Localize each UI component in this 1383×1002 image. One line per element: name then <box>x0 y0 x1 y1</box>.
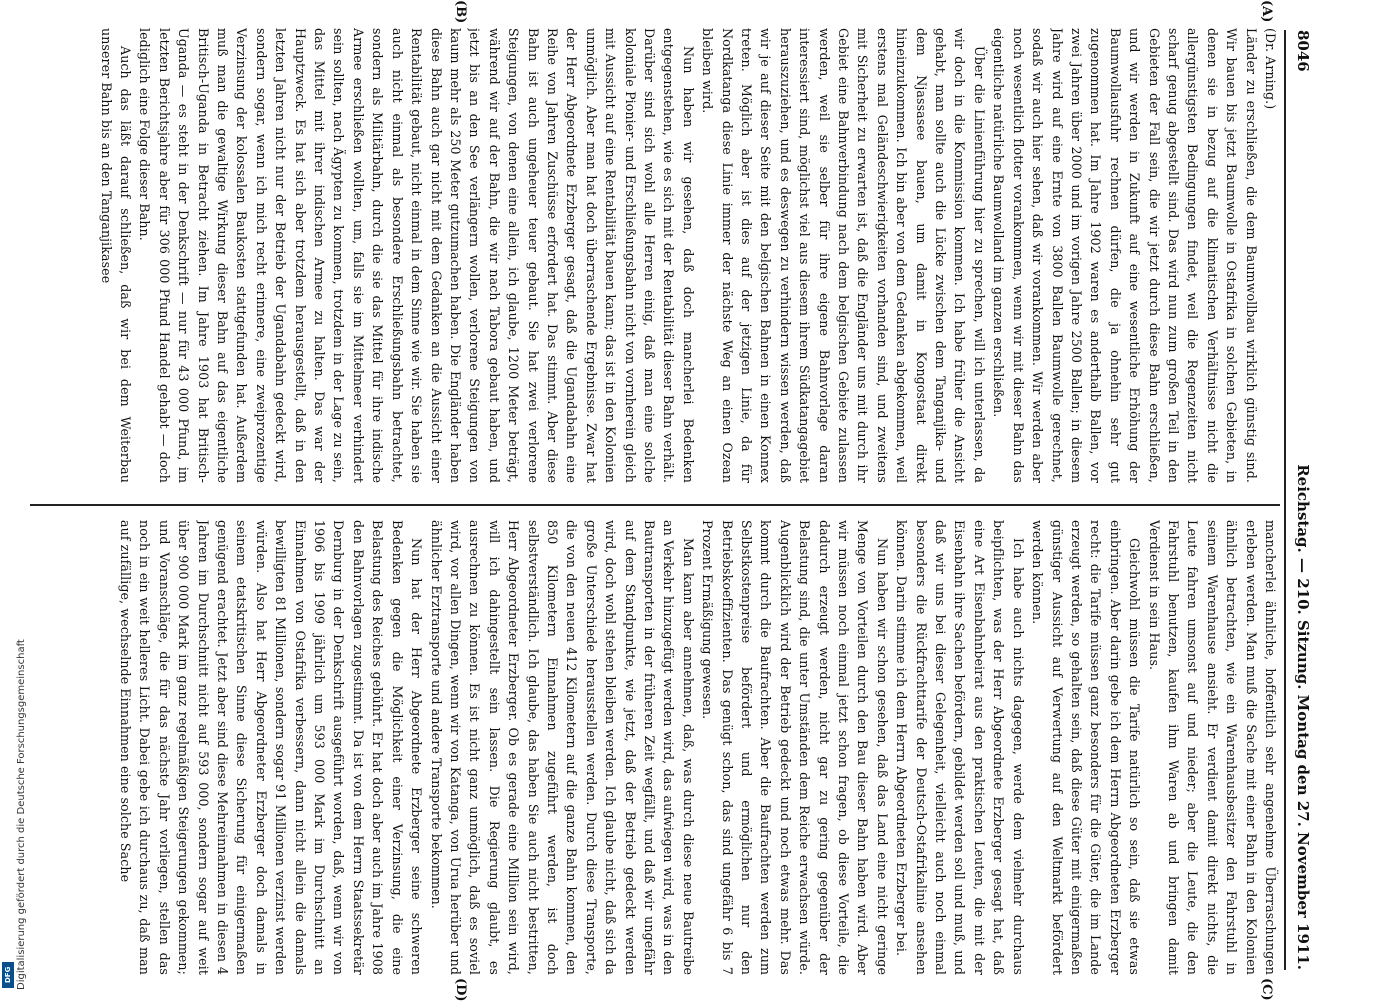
paragraph: Ich habe auch nichts dagegen, werde dem vielmehr durchaus beipflichten, was der Herr Abgeordnete Erzberger gesagt hat, daß eine Art Eisenbahnbeirat aus den praktischen Leuten, die mit der Eisenbahn ihre Sachen befördern, gebildet werden soll und muß, und daß wir uns bei dieser Gelegenheit, vielleicht auch noch einmal besonders die Rückfrachttarife der Deutsch-Ostafrikalinie ansehen können. Darin stimme ich dem Herrn Abgeordneten Erzberger bei. <box>894 520 1026 975</box>
paragraph: Gleichwohl müssen die Tarife natürlich so sein, daß sie etwas einbringen. Aber darin gebe ich dem Herrn Abgeordneten Erzberger recht: die Tarife müssen ganz besonders für die Güter, die im Lande erzeugt werden, so gehalten sein, daß diese Güter mit einigermaßen günstiger Aussicht auf Verwertung auf den Weltmarkt befördert werden können. <box>1030 520 1143 975</box>
paragraph: Länder zu erschließen, die dem Baumwollbau wirklich günstig sind. Wir bauen bis jetzt Baumwolle in Ostafrika in solchen Gebieten, in denen sie in bezug auf die klimatischen Verhältnisse nicht die allergünstigsten Bedingungen findet, weil die Regenzeiten nicht scharf genug abgestellt sind. Das wird nun zum großen Teil in den Gebieten der Fall sein, die wir jetzt durch diese Bahn erschließen, und wir werden in Zukunft auf eine wesentliche Erhöhung der Baumwollausfuhr rechnen dürfen, die ja ohnehin sehr gut zugenommen hat. Im Jahre 1902 waren es anderthalb Ballen, vor zwei Jahren über 2000 und im vorigen Jahre 2500 Ballen; in diesem Jahre wird auf eine Ernte von 3800 Ballen Baumwolle gerechnet, sodaß wir auch hier sehen, daß wir vorankommen. Wir werden aber noch wesentlich flotter vorankommen, wenn wir mit dieser Bahn das eigentliche natürliche Baumwolland im ganzen erschließen. <box>991 28 1259 483</box>
page-number: 8046 <box>1294 30 1312 72</box>
paragraph: Nun haben wir schon gesehen, daß das Land eine nicht geringe Menge von Vorteilen durch den Bau dieser Bahn haben wird. Aber wir müssen noch einmal jetzt schon fragen, ob diese Vorteile, die dadurch erzeugt werden, nicht gar zu gering gegenüber der Belastung sind, die unter Umständen dem Reiche erwachsen würde. Augenblicklich wird der Betrieb gedeckt und noch etwas mehr. Das kommt durch die Baufrachten. Aber die Baufrachten werden zum Selbstkostenpreise befördert und ermöglichen nur den Betriebskoeffizienten. Das genügt schon, das sind ungefähr 6 bis 7 Prozent Ermäßigung gewesen. <box>700 520 890 975</box>
paragraph: Auch das läßt darauf schließen, daß wir bei dem Weiterbau unserer Bahn bis an den Tanganjikasee <box>98 28 134 483</box>
right-column <box>30 520 1280 975</box>
paragraph: Nun hat der Herr Abgeordnete Erzberger seine schweren Bedenken gegen die Möglichkeit einer Verzinsung, die eine Belastung des Reiches gebührt. Er hat doch aber auch im Jahre 1908 den Bahnvorlagen zugestimmt. Da ist von dem Herrn Staatssekretär Dernburg in der Denkschrift ausgeführt worden, daß, wenn wir von 1906 bis 1909 jährlich um 593 000 Mark im Durchschnitt an Einnahmen von Ostafrika verbessern, dann nicht allein die damals bewilligten 81 Millionen, sondern sogar 91 Millionen verzinst werden würden. Also hat Herr Abgeordneter Erzberger doch damals in seinem etatskritischen Sinne diese Sicherung für einigermaßen genügend erachtet. Jetzt aber sind diese Mehreinnahmen in diesen 4 Jahren im Durchschnitt nicht auf 593 000, sondern sogar auf weit über 900 000 Mark im ganz regelmäßigen Steigerungen gekommen; und Voranschläge, die für das nächste Jahr vorliegen, stellen das noch in ein weit helleres Licht. Dabei gebe ich durchaus zu, daß man auf zufällige, wechselnde Einnahmen eine solche Sache <box>118 520 425 975</box>
margin-label-b: (B) <box>453 0 468 24</box>
speaker-name: (Dr. Arning.) <box>1263 28 1278 110</box>
left-column <box>30 28 1280 483</box>
paragraph: Man kann aber annehmen, daß, was durch diese neue Bautreibe an Verkehr hinzugefügt werden wird, das aufwiegen wird, was in den Bautransporten in der früheren Zeit wegfällt, und daß wir ungefähr auf dem Standpunkte, wie jetzt, daß der Betrieb gedeckt werden wird, doch wohl stehen bleiben werden. Ich glaube nicht, daß sich da große Unterschiede herausstellen werden. Durch diese Transporte, die von den neuen 412 Kilometern auf die ganze Bahn kommen, den 850 Kilometern Einnahmen zugeführt werden, ist doch selbstverständlich. Ich glaube, das haben Sie auch nicht bestritten, Herr Abgeordneter Erzberger. Ob es gerade eine Million sein wird, will ich dahingestellt sein lassen. Die Regierung glaubt, es ausrechnen zu können. Es ist nicht ganz unmöglich, daß es soviel wird, vor allen Dingen, wenn wir von Katanga, von Urua herüber und ähnlicher Erztransporte und andere Transporte bekommen. <box>428 520 696 975</box>
paragraph: mancherlei ähnliche, hoffentlich sehr angenehme Überraschungen erleben werden. Man muß die Sache mit einer Bahn in den Kolonien ähnlich betrachten, wie ein Warenhausbesitzer den Fahrstuhl in seinem Warenhause ansieht. Er verdient damit direkt nichts, die Leute fahren umsonst auf und nieder; aber die Leute, die den Fahrstuhl benutzen, kaufen ihm Waren ab und bringen damit Verdienst in sein Haus. <box>1146 520 1278 975</box>
page-header <box>1290 30 1312 970</box>
paragraph: Nun haben wir gesehen, daß doch mancherlei Bedenken entgegenstehen, wie es sich mit der Rentabilität dieser Bahn verhält. Darüber sind sich wohl alle Herren einig, daß man eine solche koloniale Pionier- und Erschließungsbahn nicht von vornherein gleich mit Aussicht auf eine Rentabilität bauen kann; das ist in den Kolonien unmöglich. Aber man hat doch überraschende Ergebnisse. Zwar hat der Herr Abgeordnete Erzberger gesagt, daß die Ugandabahn eine Reihe von Jahren Zuschüsse erfordert hat. Das stimmt. Aber diese Bahn ist auch ungeheuer teuer gebaut. Sie hat zwei verlorene Steigungen, von denen eine allein, ich glaube, 1200 Meter beträgt, während wir auf der Bahn, die wir nach Tabora gebaut haben, und jetzt bis an den See verlängern wollen, verlorene Steigungen von kaum mehr als 250 Meter gutzumachen haben. Die Engländer haben diese Bahn auch gar nicht mit dem Gedanken an die Aussicht einer Rentabilität gebaut, nicht einmal in dem Sinne wie wir. Sie haben sie auch nicht einmal als besondere Erschließungsbahn betrachtet, sondern als Militärbahn, durch die sie das Mittel für ihre indische Armee erschließen wollten, um, falls sie im Mittelmeer verhindert sein sollten, nach Ägypten zu kommen, trotzdem in der Lage zu sein, das Mittel mit ihrer indischen Armee zu halten. Das war der Hauptzweck. Es hat sich aber trotzdem herausgestellt, daß in den letzten Jahren nicht nur der Betrieb der Ugandabahn gedeckt wird, sondern sogar, wenn ich mich recht erinnere, eine zweiprozentige Verzinsung der kolossalen Baukosten stattgefunden hat. Außerdem muß man die gewaltige Wirkung dieser Bahn auf das eigentliche Britisch-Uganda in Betracht ziehen. Im Jahre 1903 hat Britisch-Uganda — es steht in der Denkschrift — nur für 43 000 Pfund, im letzten Berichtsjahre aber für 306 000 Pfund Handel gehabt — doch lediglich eine Folge dieser Bahn. <box>137 28 696 483</box>
column-divider <box>30 504 1280 506</box>
digitization-note: Digitalisierung gefördert durch die Deutsche Forschungsgemeinschaft <box>16 639 27 990</box>
rotated-page-content <box>10 0 1330 1000</box>
margin-label-d: (D) <box>453 978 468 1002</box>
dfg-logo: DFG <box>2 962 14 988</box>
header-rule <box>1284 30 1286 970</box>
margin-label-c: (C) <box>1259 978 1274 1001</box>
margin-label-a: (A) <box>1259 0 1274 23</box>
page-running-title: Reichstag. — 210. Sitzung. Montag den 27. November 1911. <box>1294 464 1312 970</box>
paragraph: Über die Linienführung hier zu sprechen, will ich unterlassen, da wir doch in die Kommission kommen. Ich habe früher die Ansicht gehabt, man sollte auch die Lücke zwischen dem Tanganjika- und dem Njassasee bauen, um damit in Kongostaat direkt hineinzukommen. Ich bin aber von dem Gedanken abgekommen, weil erstens mal Geländeschwierigkeiten vorhanden sind, und zweitens mit Sicherheit zu erwarten ist, daß die Engländer uns mit durch ihr Gebiet eine Bahnverbindung nach dem belgischen Gebiete zulassen werden, weil sie selber für ihre eigene Bahnvorlage daran interessiert sind, möglichst viel aus diesem ihrem Südkatangagebiet herauszuziehen, und es deswegen zu verhindern wissen werden, daß wir je auf dieser Seite mit den belgischen Bahnen in einen Konnex treten. Möglich aber ist dies auf der jetzigen Linie, da für Nordkatanga diese Linie immer der nächste Weg an einen Ozean bleiben wird. <box>700 28 987 483</box>
